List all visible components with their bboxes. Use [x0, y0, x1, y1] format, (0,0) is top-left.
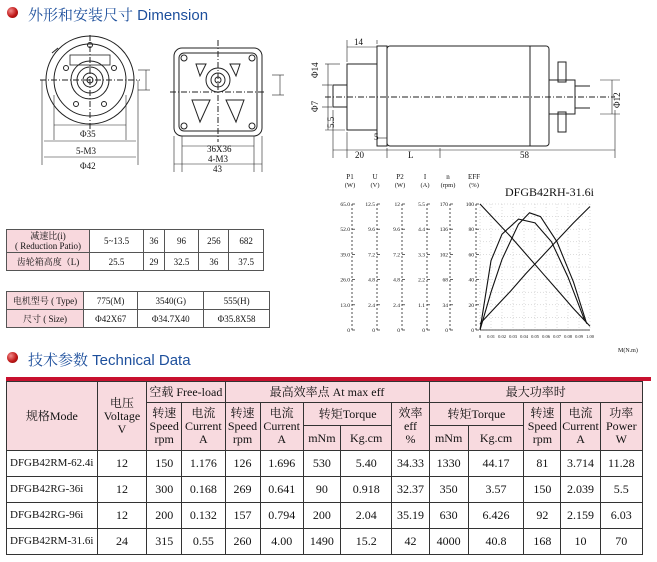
axis-name: P1: [346, 173, 354, 181]
axis-unit: (W): [344, 182, 356, 189]
gearbox-height-label: 齿轮箱高度（L): [7, 253, 90, 271]
technical-data-table: [6, 381, 643, 555]
data-cell: 2.04: [340, 503, 392, 529]
col-group-max-power: 最大功率时: [429, 382, 642, 403]
col-efficiency: 效率 eff %: [392, 403, 429, 451]
side-dim-dia14: Φ14: [310, 62, 320, 78]
front-dim-d42: Φ42: [80, 161, 96, 171]
col-pow-torque: 转矩Torque: [429, 403, 524, 426]
table-row: [7, 253, 264, 271]
axis-name: EFF: [467, 173, 481, 181]
data-cell: 0.641: [260, 477, 303, 503]
data-cell: 42: [392, 529, 429, 555]
data-cell: 530: [303, 451, 340, 477]
axis-tick-label: 20: [468, 302, 474, 309]
axis-unit: (V): [370, 182, 380, 189]
data-cell: 12: [97, 451, 146, 477]
side-dim-5a: 5: [374, 132, 379, 142]
data-cell: 15.2: [340, 529, 392, 555]
col-pow-mnm: mNm: [429, 426, 468, 451]
col-eff-current: 电流 Current A: [260, 403, 303, 451]
col-free-speed: 转速 Speed rpm: [147, 403, 182, 451]
side-dim-20: 20: [355, 150, 364, 160]
model-cell: DFGB42RG-96i: [7, 503, 98, 529]
ratio-value: 682: [229, 230, 264, 253]
motor-type-value: 3540(G): [138, 292, 204, 310]
table-row: [7, 451, 643, 477]
x-tick-label: 1.00: [586, 334, 594, 339]
data-cell: 1.176: [182, 451, 225, 477]
axis-tick-label: 9.6: [368, 227, 375, 234]
data-cell: 350: [429, 477, 468, 503]
axis-tick-label: 1.1: [418, 302, 425, 309]
data-cell: 6.426: [468, 503, 524, 529]
data-cell: 32.37: [392, 477, 429, 503]
x-tick-label: 0: [478, 334, 482, 339]
data-cell: 315: [147, 529, 182, 555]
axis-tick-label: 12.5: [365, 202, 375, 208]
data-cell: 12: [97, 503, 146, 529]
side-view: [322, 40, 620, 158]
table-row: [7, 310, 270, 328]
axis-tick-label: 3.3: [418, 252, 425, 259]
x-tick-label: 0.09: [575, 334, 583, 339]
rear-dim-4m3: 4-M3: [208, 154, 228, 164]
data-cell: 5.5: [600, 477, 642, 503]
data-cell: 2.039: [561, 477, 600, 503]
axis-tick-label: 2.2: [418, 277, 425, 284]
series-line: [480, 213, 587, 330]
data-cell: 34.33: [392, 451, 429, 477]
axis-tick-label: 39.0: [340, 252, 350, 259]
gearbox-height-value: 32.5: [164, 253, 199, 271]
table-row: [7, 503, 643, 529]
x-tick-label: 0.01: [487, 334, 495, 339]
data-cell: 70: [600, 529, 642, 555]
motor-type-value: 775(M): [84, 292, 138, 310]
axis-tick-label: 65.0: [340, 202, 350, 208]
axis-tick-label: 12: [394, 202, 400, 208]
data-cell: 260: [225, 529, 260, 555]
col-voltage: 电压 Voltage V: [97, 382, 146, 451]
axis-tick-label: 0: [397, 328, 400, 334]
data-cell: 4.00: [260, 529, 303, 555]
ratio-label-cell: [7, 230, 90, 253]
data-cell: 0.918: [340, 477, 392, 503]
col-eff-mnm: mNm: [303, 426, 340, 451]
motor-size-label: 尺寸 ( Size): [7, 310, 84, 328]
data-cell: 200: [303, 503, 340, 529]
table-row: [7, 230, 264, 253]
x-tick-label: 0.02: [498, 334, 506, 339]
data-cell: 10: [561, 529, 600, 555]
axis-tick-label: 4.8: [393, 277, 400, 284]
axis-tick-label: 2.4: [393, 302, 400, 309]
x-tick-label: 0.03: [509, 334, 517, 339]
axis-tick-label: 100: [465, 202, 474, 208]
col-eff-speed: 转速 Speed rpm: [225, 403, 260, 451]
axis-name: n: [446, 173, 450, 181]
data-cell: 90: [303, 477, 340, 503]
data-cell: 3.714: [561, 451, 600, 477]
data-cell: 5.40: [340, 451, 392, 477]
ratio-value: 36: [144, 230, 165, 253]
section-bullet-icon: [7, 352, 18, 363]
data-cell: 44.17: [468, 451, 524, 477]
data-cell: 35.19: [392, 503, 429, 529]
data-cell: 6.03: [600, 503, 642, 529]
axis-tick-label: 52.0: [340, 227, 350, 234]
axis-tick-label: 0: [422, 328, 425, 334]
chart-xlabel: M(N.m): [618, 348, 638, 354]
data-cell: 630: [429, 503, 468, 529]
x-tick-label: 0.07: [553, 334, 561, 339]
data-cell: 81: [524, 451, 561, 477]
ratio-label: 减速比(i): [30, 231, 66, 241]
section-title-dimension: 外形和安装尺寸 Dimension: [28, 7, 209, 24]
front-dim-d35: Φ35: [80, 129, 96, 139]
ratio-value: 5~13.5: [90, 230, 144, 253]
series-line: [480, 219, 585, 330]
axis-tick-label: 80: [468, 227, 474, 234]
axis-tick-label: 170: [439, 202, 448, 208]
motor-size-value: Φ35.8X58: [204, 310, 270, 328]
data-cell: 1330: [429, 451, 468, 477]
x-tick-label: 0.05: [531, 334, 539, 339]
table-row: [7, 477, 643, 503]
model-cell: DFGB42RG-36i: [7, 477, 98, 503]
axis-unit: (A): [420, 182, 430, 189]
ratio-label-en: ( Reduction Patio): [15, 241, 81, 251]
side-dim-14: 14: [354, 37, 363, 47]
gearbox-height-value: 25.5: [90, 253, 144, 271]
section-title-technical: 技术参数 Technical Data: [28, 352, 191, 369]
motor-size-value: Φ34.7X40: [138, 310, 204, 328]
data-cell: 300: [147, 477, 182, 503]
data-cell: 12: [97, 477, 146, 503]
data-cell: 1.696: [260, 451, 303, 477]
axis-tick-label: 0: [372, 328, 375, 334]
side-dim-5-5: 5.5: [326, 116, 336, 128]
col-pow-current: 电流 Current A: [561, 403, 600, 451]
x-tick-label: 0.04: [520, 334, 528, 339]
axis-tick-label: 34: [442, 302, 448, 309]
chart-title: DFGB42RH-31.6i: [505, 185, 595, 199]
data-cell: 269: [225, 477, 260, 503]
motor-size-value: Φ42X67: [84, 310, 138, 328]
col-group-max-eff: 最高效率点 At max eff: [225, 382, 429, 403]
data-cell: 0.168: [182, 477, 225, 503]
axis-tick-label: 13.0: [340, 302, 350, 309]
side-dim-58: 58: [520, 150, 529, 160]
side-dim-dia7: Φ7: [310, 100, 320, 112]
axis-tick-label: 60: [468, 252, 474, 259]
gearbox-height-value: 36: [199, 253, 229, 271]
gearbox-height-value: 29: [144, 253, 165, 271]
data-cell: 40.8: [468, 529, 524, 555]
axis-unit: (%): [469, 182, 479, 189]
axis-tick-label: 5.5: [418, 202, 425, 208]
rear-dim-43: 43: [213, 164, 222, 174]
axis-tick-label: 40: [468, 277, 474, 284]
col-power: 功率 Power W: [600, 403, 642, 451]
side-dim-dia12: Φ12: [612, 92, 622, 108]
data-cell: 157: [225, 503, 260, 529]
data-cell: 11.28: [600, 451, 642, 477]
col-group-free-load: 空载 Free-load: [147, 382, 225, 403]
model-cell: DFGB42RM-31.6i: [7, 529, 98, 555]
data-cell: 4000: [429, 529, 468, 555]
axis-tick-label: 4.4: [418, 227, 425, 234]
axis-unit: (rpm): [440, 182, 456, 189]
data-cell: 0.794: [260, 503, 303, 529]
data-cell: 0.55: [182, 529, 225, 555]
ratio-value: 256: [199, 230, 229, 253]
axis-name: I: [423, 173, 427, 181]
col-eff-torque: 转矩Torque: [303, 403, 392, 426]
axis-tick-label: 4.8: [368, 277, 375, 284]
axis-tick-label: 9.6: [393, 227, 400, 234]
axis-tick-label: 136: [439, 227, 448, 234]
col-pow-kgcm: Kg.cm: [468, 426, 524, 451]
motor-type-label: 电机型号 ( Type): [7, 292, 84, 310]
axis-unit: (W): [394, 182, 406, 189]
data-cell: 200: [147, 503, 182, 529]
data-cell: 168: [524, 529, 561, 555]
ratio-value: 96: [164, 230, 199, 253]
axis-tick-label: 7.2: [393, 252, 400, 259]
motor-type-value: 555(H): [204, 292, 270, 310]
x-tick-label: 0.06: [542, 334, 550, 339]
axis-tick-label: 0: [471, 328, 474, 334]
reduction-ratio-table: [6, 229, 264, 271]
x-tick-label: 0.08: [564, 334, 572, 339]
performance-chart: [330, 172, 650, 357]
axis-tick-label: 7.2: [368, 252, 375, 259]
col-model: 规格Mode: [7, 382, 98, 451]
data-cell: 92: [524, 503, 561, 529]
table-header-row: [7, 382, 643, 403]
col-free-current: 电流 Current A: [182, 403, 225, 451]
front-dim-5m3: 5-M3: [76, 146, 96, 156]
col-eff-kgcm: Kg.cm: [340, 426, 392, 451]
col-pow-speed: 转速 Speed rpm: [524, 403, 561, 451]
axis-tick-label: 102: [439, 252, 448, 259]
gearbox-height-value: 37.5: [229, 253, 264, 271]
table-row: [7, 529, 643, 555]
data-cell: 3.57: [468, 477, 524, 503]
axis-tick-label: 26.0: [340, 277, 350, 284]
data-cell: 0.132: [182, 503, 225, 529]
data-cell: 150: [524, 477, 561, 503]
data-cell: 126: [225, 451, 260, 477]
axis-tick-label: 0: [445, 328, 448, 334]
axis-name: U: [372, 173, 378, 181]
axis-tick-label: 68: [442, 277, 448, 284]
axis-tick-label: 0: [347, 328, 350, 334]
axis-name: P2: [396, 173, 404, 181]
side-dim-l: L: [408, 150, 414, 160]
motor-type-table: [6, 291, 270, 328]
table-row: [7, 292, 270, 310]
data-cell: 24: [97, 529, 146, 555]
axis-tick-label: 2.4: [368, 302, 375, 309]
data-cell: 150: [147, 451, 182, 477]
rear-dim-36x36: 36X36: [207, 144, 232, 154]
data-cell: 2.159: [561, 503, 600, 529]
data-cell: 1490: [303, 529, 340, 555]
model-cell: DFGB42RM-62.4i: [7, 451, 98, 477]
